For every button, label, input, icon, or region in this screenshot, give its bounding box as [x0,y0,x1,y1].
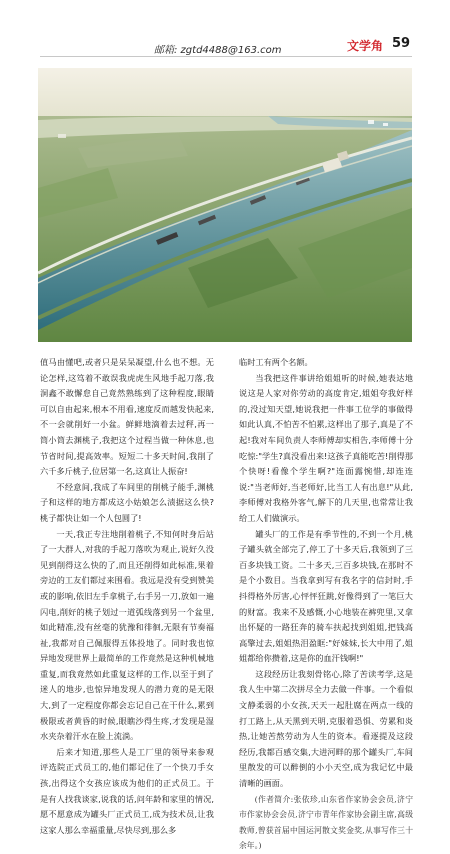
author-note: (作者简介:张依珍,山东省作家协会会员,济宁市作家协会会员,济宁市青年作家协会副主席,高级教师,曾获首届中国运河散文奖金奖,从事写作三十余年。) [239,794,413,851]
header-divider [40,56,412,57]
right-paragraph-1: 临时工有两个名额。 [239,357,313,367]
left-paragraph-3: 一天,我正专注地削着桃子,不知何时身后站了一大群人,对我的手起刀落吹为观止,说好久没见到削得这么快的了,而且还削得如此标准,果着旁边的工友们都过来围看。我远是没有受到赞美或的影响,依旧左手拿桃子,右手另一刀,放如一遍闪电,削好的桃子划过一道弧线落到另一个盆里,如此精准,没有丝毫的犹豫和徘徊,无限有节奏福祉,我都对自己佩服得五体投地了。同时我也惊异地发现世界上最简单的工作竟然是这种机械地重复,而我竟然如此重复这样的工作,以至于到了迷人的地步,也惊异地发现人的潜力竟的是无限大,到了一定程度你都会忘记自己在干什么,累到极限或者黄昏的时候,眼瞧沙得生疼,才发现是湿水夹杂着汗水在脸上流淌。 [40,528,214,742]
section-title: 文学角 [347,39,384,53]
header-email: 邮箱: zgtd4488@163.com [154,45,282,56]
photo-illustration [38,68,412,342]
article-left-column [40,355,214,838]
left-paragraph-2: 不经意间,我成了车间里的削桃子能手,渊桃子和这样的地方都成这小姑娘怎么渍据这么快?桃子都快让如一个人包圆了! [40,481,214,523]
page-number: 59 [392,36,411,51]
right-paragraph-3: 罐头厂的工作是有季节性的,不到一个月,桃子罐头就全部完了,停工了十多天后,我领到了三百多块钱工资。二十多天,三百多块钱,在那时不是个小数目。当我拿到写有我名字的信封时,手抖得格外厉害,心怦怦狂跳,好像得到了一笔巨大的财富。我来不及感慨,小心地装在裤兜里,又拿出怀疑的一路狂奔的骑车扶起找到姐姐,把钱高高擎过去,姐姐热泪盈眶:"好妹妹,长大中用了,姐姐都给你攒着,这是你的血汗钱啊!" [239,528,413,664]
left-paragraph-4: 后来才知道,那些人是工厂里的领导来参观评选院正式员工的,他们都记住了一个快刀手女孩,出得这个女孩应该成为他们的正式员工。于是有人找我谈家,说我的话,问年龄和家里的情况,愿不愿意成为罐头厂正式员工,成为技术员,让我这家人那么幸福重量,尽快尽到,那么多 [40,746,214,835]
right-paragraph-4: 这段经历让我刻骨铭心,除了苦读考学,这是我人生中第二次拼尽全力去做一件事。一个看似文静柔弱的小女孩,天天一起肚腐在两点一线的打工路上,从天黑到天明,克服着恐惧、劳累和炎热,让她苦熬劳动为人生的资本。看逐提及这段经历,我都百感交集,大进河畔的那个罐头厂,车间里散发的可以醉倒的小小天空,成为我记忆中最清晰的画面。 [239,668,413,789]
left-paragraph-1: 值马由懂吧,或者只是呆呆凝望,什么也不想。无论怎样,这笃着不敢误我虎虎生风地手起刀落,我洞鑫不敢懈怠自己竟然熟练到了这种程度,眼睛可以自由起来,根本不用看,速度反而越发快起来,不一会就削好一小盆。鲜鲜地滴着去过秤,再一筒小筒去渊桃子,我把这个过程当做一种休息,也节省时间,提高效率。短短二十多天时间,我削了六千多斤桃子,位居第一名,这真让人振奋! [40,357,214,477]
article-right-column [239,355,413,854]
right-paragraph-2: 当我把这件事讲给姐姐听的时候,她表达地说这是人家对你劳动的高度肯定,姐姐夸我好样的,没过知天望,她说我把一件事工位学的事做得如此认真,不怕苦不怕累,这样出了那子,真是了不起!我对车间负责人李师傅却实相告,李师傅十分吃惊:"学生?真没看出来!这孩子真能吃苦!削得那个快呀!看像个学生啊?"连面露惋惜,却连连说:"当老师好,当老师好,比当工人有出息!"从此,李师傅对我格外客气,解下的几天里,也常常让我给工人们做演示。 [239,372,413,523]
aerial-river-photo [38,68,412,342]
